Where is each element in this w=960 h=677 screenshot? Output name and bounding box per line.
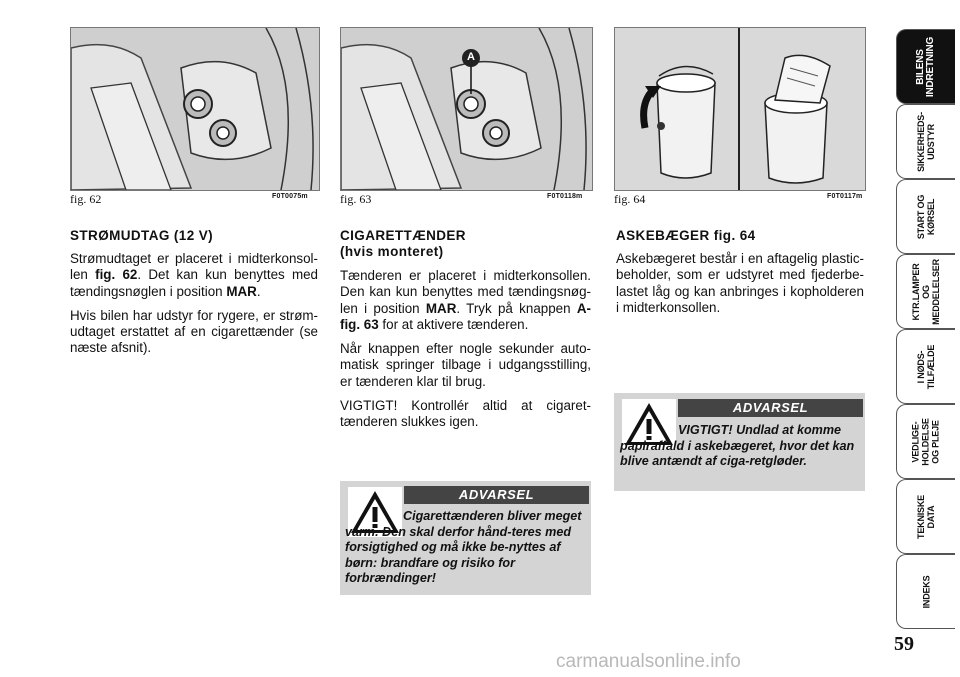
paragraph: Hvis bilen har udstyr for rygere, er strøm-udtaget erstattet af en cigarettænder (se næste afsnit). — [70, 307, 318, 356]
tab-i-nodstilfaelde[interactable] — [896, 329, 955, 404]
figure-63-caption: fig. 63 — [340, 192, 372, 206]
tab-label: I NØDS- TILFÆLDE — [916, 344, 936, 389]
tab-indeks[interactable] — [896, 554, 955, 629]
tab-tekniske-data[interactable] — [896, 479, 955, 554]
section-heading-cigarette-lighter: CIGARETTÆNDER (hvis monteret) — [340, 228, 466, 259]
tab-vedligeholdelse[interactable] — [896, 404, 955, 479]
tab-label: TEKNISKE DATA — [916, 494, 936, 539]
section-heading-ashtray: ASKEBÆGER fig. 64 — [616, 228, 756, 243]
callout-a-label: A — [467, 51, 475, 63]
warning-box-ashtray — [614, 393, 865, 491]
column-power-outlet — [70, 228, 318, 365]
warning-title: ADVARSEL — [404, 486, 589, 504]
warning-box-lighter — [340, 481, 591, 595]
tab-label: INDEKS — [921, 575, 931, 608]
figure-64-code: F0T0117m — [827, 193, 863, 200]
page-number: 59 — [894, 633, 914, 655]
column-cigarette-lighter — [340, 228, 591, 439]
chapter-tabs — [896, 0, 960, 677]
figure-62-caption: fig. 62 — [70, 192, 102, 206]
tab-label: BILENS INDRETNING — [915, 36, 937, 97]
warning-text: Cigarettænderen bliver meget varm. Den skal derfor hånd-teres med forsigtighed og må ikke be-nyttes af børn: brandfare og risiko for forbrændinger! — [345, 509, 582, 585]
paragraph: Strømudtaget er placeret i midterkonsol-len fig. 62. Det kan kun benyttes med tændingsnøglen i position MAR. — [70, 251, 319, 299]
tab-label: START OG KØRSEL — [915, 194, 936, 239]
figure-62-code: F0T0075m — [272, 193, 308, 200]
figure-63-code: F0T0118m — [547, 193, 583, 200]
column-ashtray — [616, 228, 864, 324]
tab-bilens-indretning[interactable] — [896, 29, 955, 104]
figure-64-caption: fig. 64 — [614, 192, 646, 206]
figure-64-image — [614, 27, 866, 191]
paragraph: Askebægeret består i en aftagelig plastic-beholder, som er udstyret med fjederbe-lastet låg og kan anbringes i kopholderen i midterkonsollen. — [616, 251, 864, 315]
tab-label: SIKKERHEDS- UDSTYR — [916, 111, 936, 172]
tab-label: VEDLIGE- HOLDELSE OG PLEJE — [911, 417, 941, 466]
warning-text: VIGTIGT! Undlad at komme papiraffald i askebægeret, hvor det kan blive antændt af ciga-retgløder. — [620, 423, 855, 468]
paragraph: Når knappen efter nogle sekunder auto-matisk springer tilbage i udgangsstilling, er tænderen klar til brug. — [340, 341, 591, 389]
figure-62-image — [70, 27, 320, 191]
warning-title: ADVARSEL — [678, 399, 863, 417]
section-heading-power-outlet: STRØMUDTAG (12 V) — [70, 228, 214, 243]
paragraph: Tænderen er placeret i midterkonsollen. Den kan kun benyttes med tændingsnøg-len i position MAR. Tryk på knappen A-fig. 63 for at aktivere tænderen. — [340, 268, 591, 332]
paragraph: VIGTIGT! Kontrollér altid at cigaret-tænderen slukkes igen. — [340, 398, 591, 430]
tab-sikkerhedsudstyr[interactable] — [896, 104, 955, 179]
watermark: carmanualsonline.info — [556, 651, 741, 672]
tab-label: KTR.LAMPER OG MEDDELELSER — [911, 258, 941, 325]
tab-start-og-korsel[interactable] — [896, 179, 955, 254]
tab-ktr-lamper[interactable] — [896, 254, 955, 329]
figure-63-image — [340, 27, 593, 191]
